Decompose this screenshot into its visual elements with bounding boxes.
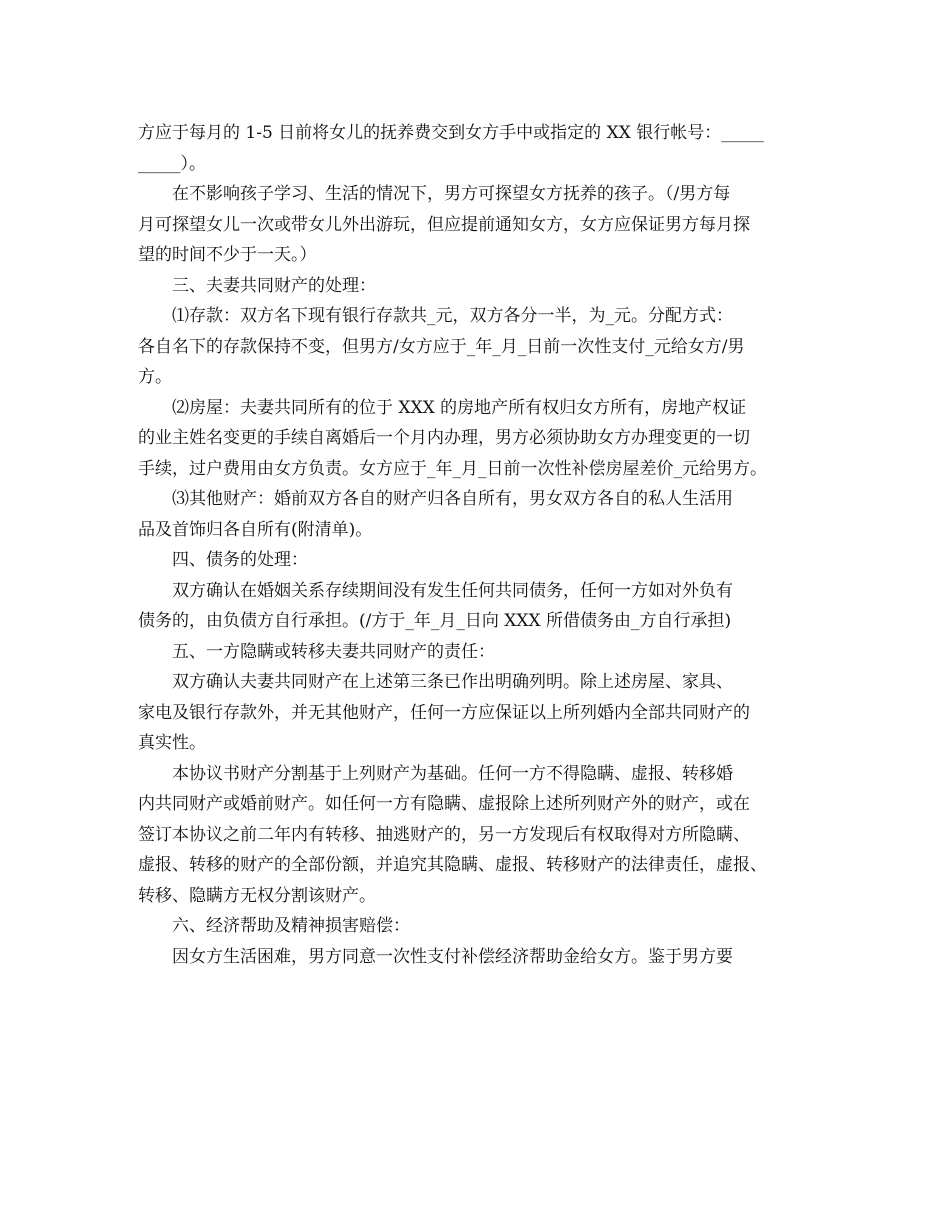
text-line: 签订本协议之前二年内有转移、抽逃财产的，另一方发现后有权取得对方所隐瞒、: [138, 824, 750, 845]
text-line: ⑴存款：双方名下现有银行存款共_元，双方各分一半，为_元。分配方式：: [172, 306, 733, 326]
text-line: 的业主姓名变更的手续自离婚后一个月内办理，男方必须协助女方办理变更的一切: [138, 428, 750, 448]
paragraph: [138, 301, 828, 393]
paragraph: [138, 545, 828, 576]
text-line: 月可探望女儿一次或带女儿外出游玩，但应提前通知女方，女方应保证男方每月探: [138, 214, 750, 235]
text-line: ⑵房屋：夫妻共同所有的位于 XXX 的房地产所有权归女方所有，房地产权证: [172, 397, 747, 418]
paragraph: [138, 759, 828, 912]
text-line: 本协议书财产分割基于上列财产为基础。任何一方不得隐瞒、虚报、转移婚: [172, 763, 733, 784]
text-line: 手续，过户费用由女方负责。女方应于_年_月_日前一次性补偿房屋差价_元给男方。: [138, 458, 767, 479]
paragraph: [138, 484, 828, 545]
paragraph: [138, 637, 828, 668]
text-line: 虚报、转移的财产的全部份额，并追究其隐瞒、虚报、转移财产的法律责任，虚报、: [138, 855, 767, 875]
text-line: 三、夫妻共同财产的处理：: [172, 275, 376, 296]
text-line: 方应于每月的 1-5 日前将女儿的抚养费交到女方手中或指定的 XX 银行帐号：_____: [138, 123, 764, 143]
text-line: 家电及银行存款外，并无其他财产，任何一方应保证以上所列婚内全部共同财产的: [138, 702, 750, 723]
text-line: 各自名下的存款保持不变，但男方/女方应于_年_月_日前一次性支付_元给女方/男: [138, 336, 745, 357]
text-line: ⑶其他财产：婚前双方各自的财产归各自所有，男女双方各自的私人生活用: [172, 489, 733, 509]
paragraph: [138, 942, 828, 973]
text-line: 双方确认夫妻共同财产在上述第三条已作出明确列明。除上述房屋、家具、: [172, 672, 733, 692]
text-line: 在不影响孩子学习、生活的情况下，男方可探望女方抚养的孩子。（/男方每: [172, 184, 731, 204]
paragraph: [138, 576, 828, 637]
text-line: 望的时间不少于一天。）: [138, 245, 317, 265]
text-line: 四、债务的处理：: [172, 550, 308, 570]
text-line: 因女方生活困难，男方同意一次性支付补偿经济帮助金给女方。鉴于男方要: [172, 946, 733, 967]
paragraph: [138, 911, 828, 942]
paragraph: [138, 179, 828, 271]
paragraph: [138, 271, 828, 302]
text-line: 真实性。: [138, 733, 206, 753]
text-line: 品及首饰归各自所有(附清单)。: [138, 519, 373, 540]
text-line: 方。: [138, 367, 172, 387]
text-line: 内共同财产或婚前财产。如任何一方有隐瞒、虚报除上述所列财产外的财产，或在: [138, 794, 750, 814]
paragraph: [138, 667, 828, 759]
text-line: 五、一方隐瞒或转移夫妻共同财产的责任：: [172, 641, 495, 662]
text-line: 六、经济帮助及精神损害赔偿：: [172, 916, 410, 936]
document-page: [138, 118, 828, 972]
text-line: 双方确认在婚姻关系存续期间没有发生任何共同债务，任何一方如对外负有: [172, 580, 733, 601]
paragraph: [138, 393, 828, 485]
text-line: _____）。: [138, 153, 206, 174]
document-body: [138, 118, 828, 972]
text-line: 债务的，由负债方自行承担。(/方于_年_月_日向 XXX 所借债务由_方自行承担): [138, 611, 732, 631]
paragraph: [138, 118, 828, 179]
text-line: 转移、隐瞒方无权分割该财产。: [138, 885, 376, 906]
